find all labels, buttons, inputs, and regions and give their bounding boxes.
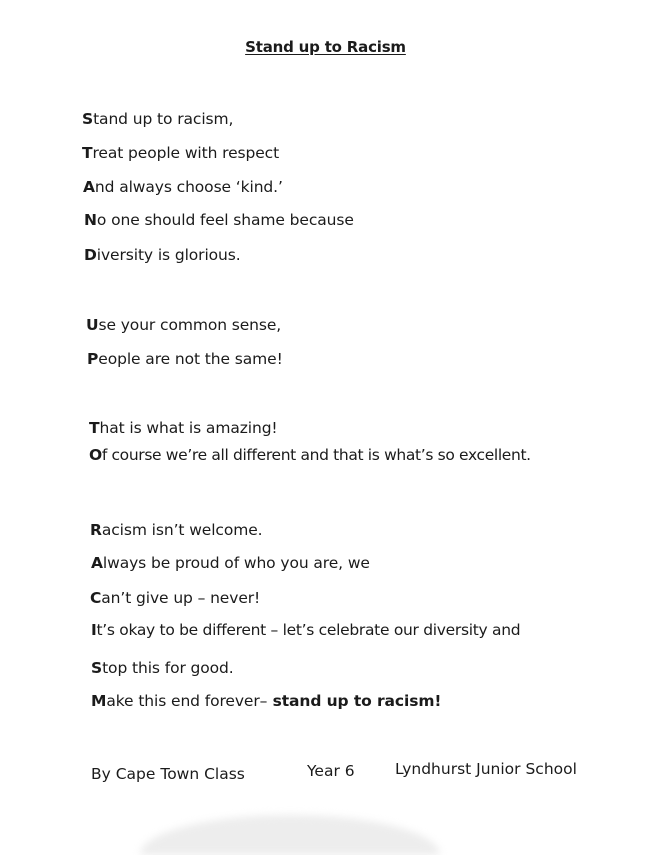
acrostic-letter: U xyxy=(86,316,99,334)
acrostic-letter: O xyxy=(89,446,102,464)
line-text: iversity is glorious. xyxy=(96,246,241,264)
line-text: an’t give up – never! xyxy=(101,589,261,607)
poem-line xyxy=(86,316,281,334)
emphasized-text: stand up to racism! xyxy=(267,692,442,710)
author-credit: By Cape Town Class xyxy=(91,765,245,783)
poem-line xyxy=(91,621,520,639)
acrostic-letter: D xyxy=(84,246,97,264)
line-text: hat is what is amazing! xyxy=(99,419,278,437)
poem-line xyxy=(82,110,233,128)
line-text: t’s okay to be different – let’s celebrate our diversity and xyxy=(96,621,521,639)
acrostic-letter: C xyxy=(90,589,102,607)
acrostic-letter: A xyxy=(91,554,103,572)
acrostic-letter: T xyxy=(89,419,100,437)
poem-line xyxy=(82,144,279,162)
line-text: acism isn’t welcome. xyxy=(101,521,263,539)
poem-line xyxy=(87,350,283,368)
poem-line xyxy=(89,419,278,437)
poem-line xyxy=(84,246,241,264)
poem-line xyxy=(90,521,263,539)
poem-line xyxy=(90,589,260,607)
poem-line xyxy=(84,211,354,229)
acrostic-letter: P xyxy=(87,350,99,368)
poem-line xyxy=(91,692,441,710)
line-text: top this for good. xyxy=(102,659,234,677)
year-label: Year 6 xyxy=(307,762,355,780)
line-text: se your common sense, xyxy=(98,316,282,334)
poem-line xyxy=(91,659,234,677)
line-text: ake this end forever– xyxy=(106,692,268,710)
school-name: Lyndhurst Junior School xyxy=(395,760,577,778)
acrostic-letter: M xyxy=(91,692,107,710)
line-text: tand up to racism, xyxy=(93,110,234,128)
line-text: nd always choose ‘kind.’ xyxy=(94,178,283,196)
acrostic-letter: R xyxy=(90,521,102,539)
acrostic-letter: T xyxy=(82,144,93,162)
acrostic-letter: I xyxy=(91,621,97,639)
poem-line xyxy=(91,554,370,572)
line-text: eople are not the same! xyxy=(98,350,283,368)
acrostic-letter: S xyxy=(91,659,103,677)
acrostic-letter: S xyxy=(82,110,94,128)
poem-line xyxy=(83,178,283,196)
acrostic-letter: A xyxy=(83,178,95,196)
acrostic-letter: N xyxy=(84,211,97,229)
line-text: o one should feel shame because xyxy=(96,211,354,229)
line-text: f course we’re all different and that is what’s so excellent. xyxy=(101,446,531,464)
scan-shadow xyxy=(140,815,440,855)
poem-title: Stand up to Racism xyxy=(245,38,406,56)
line-text: reat people with respect xyxy=(92,144,280,162)
poem-line xyxy=(89,446,531,464)
line-text: lways be proud of who you are, we xyxy=(102,554,370,572)
